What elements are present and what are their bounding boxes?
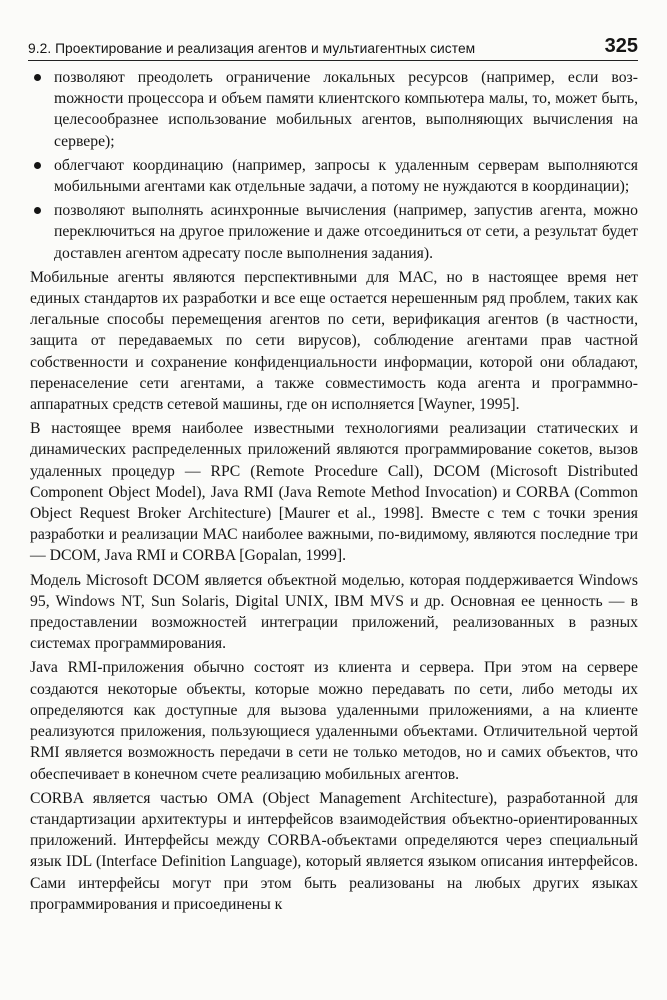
paragraph-mobile-agents: Мобильные агенты являются перспективными для МАС, но в настоящее время нет единых стандартов их разработки и все еще остается нерешенным ряд проблем, таких как легальные способы перемещения агентов по сети, верификация агентов (в частности, защита от передаваемых по сети вирусов), соблюдение агентами прав частной собственности и сохранение конфиденциальности информации, которой они обладают, перенаселение сети агентами, а также совместимость кода агента и программно-аппаратных средств сетевой машины, где он исполняется [Wayner, 1995]. bbox=[30, 268, 638, 414]
list-item-text: позволяют выполнять асинхронные вычисления (например, запустив агента, можно переключиться на другое приложение и даже отсоединиться от сети, а результат будет доставлен агентом адресату после выполнения задания). bbox=[54, 202, 638, 262]
list-item bbox=[30, 200, 638, 264]
list-item-text: позволяют преодолеть ограничение локальных ресурсов (например, если возmожности процессора и объем памяти клиентского компьютера малы, то, может быть, целесообразнее использование мобильных агентов, выполняющих вычисления на сервере); bbox=[54, 69, 638, 150]
bullet-icon bbox=[34, 74, 41, 81]
bullet-icon bbox=[34, 162, 41, 169]
page-body bbox=[30, 67, 638, 915]
bullet-list bbox=[30, 67, 638, 264]
running-title: 9.2. Проектирование и реализация агентов и мультиагентных систем bbox=[28, 41, 476, 56]
page-number: 325 bbox=[604, 35, 638, 57]
paragraph-corba: CORBA является частью OMA (Object Management Architecture), разработанной для стандартизации архитектуры и интерфейсов взаимодействия объектно-ориентированных приложений. Интерфейсы между CORBA-объектами определяются через специальный язык IDL (Interface Definition Language), который является языком описания интерфейсов. Сами интерфейсы могут при этом быть реализованы на любых других языках программирования и присоединены к bbox=[30, 789, 638, 913]
bullet-icon bbox=[34, 207, 41, 214]
running-header bbox=[28, 30, 638, 61]
paragraph-technologies: В настоящее время наиболее известными технологиями реализации статических и динамических распределенных приложений являются программирование сокетов, вызов удаленных процедур — RPC (Remote Procedure Call), DCOM (Microsoft Distributed Component Object Model), Java RMI (Java Remote Method Invocation) и CORBA (Common Object Request Broker Architecture) [Maurer et al., 1998]. Вместе с тем с точки зрения разработки и реализации МАС наиболее важными, по-видимому, являются последние три — DCOM, Java RMI и CORBA [Gopalan, 1999]. bbox=[30, 420, 638, 565]
paragraph-java-rmi: Java RMI-приложения обычно состоят из клиента и сервера. При этом на сервере создаются некоторые объекты, которые можно передавать по сети, либо методы их определяются как доступные для вызова удаленными приложениями, а на клиенте реализуются приложения, пользующиеся удаленными объектами. Отличительной чертой RMI является возможность передачи в сети не только методов, но и самих объектов, что обеспечивает в конечном счете реализацию мобильных агентов. bbox=[30, 659, 638, 783]
list-item bbox=[30, 155, 638, 197]
list-item bbox=[30, 67, 638, 152]
paragraph-dcom: Модель Microsoft DCOM является объектной моделью, которая поддерживается Windows 95, Windows NT, Sun Solaris, Digital UNIX, IBM MVS и др. Основная ее ценность — в предоставлении возможностей интеграции приложений, реализованных в разных системах программирования. bbox=[30, 571, 638, 653]
list-item-text: облегчают координацию (например, запросы к удаленным серверам выполняются мобильными агентами как отдельные задачи, а потому не нуждаются в координации); bbox=[54, 156, 638, 196]
